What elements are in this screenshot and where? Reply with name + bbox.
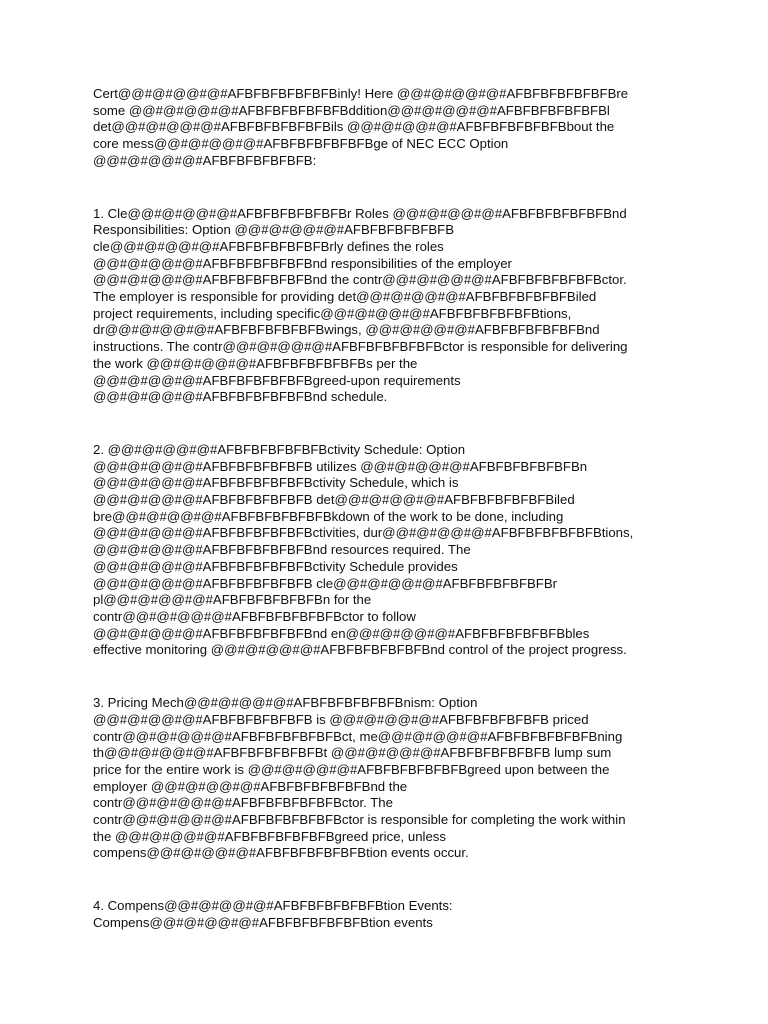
text-line: the work @@#@#@@#@#AFBFBFBFBFBFBs per the <box>93 355 418 371</box>
text-line: @@#@#@@#@#AFBFBFBFBFBFBnd en@@#@#@@#@#AFBFBFBFBFBFBbles <box>93 625 590 641</box>
paragraph-gap <box>93 406 693 442</box>
text-line: 4. Compens@@#@#@@#@#AFBFBFBFBFBFBtion Events: <box>93 898 453 914</box>
text-line: @@#@#@@#@#AFBFBFBFBFBFBnd responsibilities of the employer <box>93 255 512 271</box>
text-line: 1. Cle@@#@#@@#@#AFBFBFBFBFBFBr Roles @@#@#@@#@#AFBFBFBFBFBFBnd <box>93 205 627 221</box>
text-line: @@#@#@@#@#AFBFBFBFBFBFB utilizes @@#@#@@#@#AFBFBFBFBFBFBn <box>93 458 588 474</box>
text-line: pl@@#@#@@#@#AFBFBFBFBFBFBn for the <box>93 592 372 608</box>
text-line: @@#@#@@#@#AFBFBFBFBFBFBgreed-upon requirements <box>93 372 461 388</box>
text-line: contr@@#@#@@#@#AFBFBFBFBFBFBctor. The <box>93 795 393 811</box>
text-line: @@#@#@@#@#AFBFBFBFBFBFB is @@#@#@@#@#AFBFBFBFBFBFB priced <box>93 711 589 727</box>
text-line: @@#@#@@#@#AFBFBFBFBFBFBnd schedule. <box>93 389 388 405</box>
text-line: @@#@#@@#@#AFBFBFBFBFBFBnd resources required. The <box>93 542 471 558</box>
text-line: @@#@#@@#@#AFBFBFBFBFBFBnd the contr@@#@#@@#@#AFBFBFBFBFBFBctor. <box>93 272 627 288</box>
paragraph-gap <box>93 862 693 898</box>
text-line: 3. Pricing Mech@@#@#@@#@#AFBFBFBFBFBFBnism: Option <box>93 695 478 711</box>
text-line: project requirements, including specific@@#@#@@#@#AFBFBFBFBFBFBtions, <box>93 305 572 321</box>
text-line: cle@@#@#@@#@#AFBFBFBFBFBFBrly defines the roles <box>93 238 444 254</box>
document-page <box>93 86 693 932</box>
text-line: det@@#@#@@#@#AFBFBFBFBFBFBils @@#@#@@#@#AFBFBFBFBFBFBbout the <box>93 119 615 135</box>
text-line: core mess@@#@#@@#@#AFBFBFBFBFBFBge of NEC ECC Option <box>93 136 509 152</box>
text-line: contr@@#@#@@#@#AFBFBFBFBFBFBct, me@@#@#@@#@#AFBFBFBFBFBFBning <box>93 728 623 744</box>
text-line: @@#@#@@#@#AFBFBFBFBFBFBctivity Schedule provides <box>93 558 458 574</box>
text-line: th@@#@#@@#@#AFBFBFBFBFBFBt @@#@#@@#@#AFBFBFBFBFBFB lump sum <box>93 745 612 761</box>
section-1-paragraph <box>93 206 693 406</box>
paragraph-gap <box>93 170 693 206</box>
text-line: compens@@#@#@@#@#AFBFBFBFBFBFBtion events occur. <box>93 845 469 861</box>
text-line: Cert@@#@#@@#@#AFBFBFBFBFBFBinly! Here @@#@#@@#@#AFBFBFBFBFBFBre <box>93 86 629 101</box>
paragraph-gap <box>93 659 693 695</box>
text-line: The employer is responsible for providing det@@#@#@@#@#AFBFBFBFBFBFBiled <box>93 289 597 305</box>
text-line: the @@#@#@@#@#AFBFBFBFBFBFBgreed price, unless <box>93 828 446 844</box>
text-line: 2. @@#@#@@#@#AFBFBFBFBFBFBctivity Schedule: Option <box>93 441 466 457</box>
section-4-paragraph <box>93 898 693 931</box>
section-3-paragraph <box>93 695 693 862</box>
section-2-paragraph <box>93 442 693 659</box>
intro-paragraph <box>93 86 693 170</box>
text-line: Compens@@#@#@@#@#AFBFBFBFBFBFBtion events <box>93 914 433 930</box>
text-line: @@#@#@@#@#AFBFBFBFBFBFBctivity Schedule, which is <box>93 475 459 491</box>
text-line: some @@#@#@@#@#AFBFBFBFBFBFBddition@@#@#@@#@#AFBFBFBFBFBFBl <box>93 102 610 118</box>
text-line: contr@@#@#@@#@#AFBFBFBFBFBFBctor is responsible for completing the work within <box>93 812 626 828</box>
text-line: instructions. The contr@@#@#@@#@#AFBFBFBFBFBFBctor is responsible for delivering <box>93 339 628 355</box>
text-line: contr@@#@#@@#@#AFBFBFBFBFBFBctor to follow <box>93 608 416 624</box>
text-line: @@#@#@@#@#AFBFBFBFBFBFB cle@@#@#@@#@#AFBFBFBFBFBFBr <box>93 575 558 591</box>
text-line: price for the entire work is @@#@#@@#@#AFBFBFBFBFBFBgreed upon between the <box>93 761 610 777</box>
text-line: @@#@#@@#@#AFBFBFBFBFBFBctivities, dur@@#@#@@#@#AFBFBFBFBFBFBtions, <box>93 525 634 541</box>
text-line: effective monitoring @@#@#@@#@#AFBFBFBFBFBFBnd control of the project progress. <box>93 642 627 658</box>
text-line: dr@@#@#@@#@#AFBFBFBFBFBFBwings, @@#@#@@#@#AFBFBFBFBFBFBnd <box>93 322 600 338</box>
text-line: @@#@#@@#@#AFBFBFBFBFBFB: <box>93 152 317 168</box>
text-line: employer @@#@#@@#@#AFBFBFBFBFBFBnd the <box>93 778 408 794</box>
text-line: Responsibilities: Option @@#@#@@#@#AFBFBFBFBFBFB <box>93 222 455 238</box>
text-line: bre@@#@#@@#@#AFBFBFBFBFBFBkdown of the work to be done, including <box>93 508 564 524</box>
text-line: @@#@#@@#@#AFBFBFBFBFBFB det@@#@#@@#@#AFBFBFBFBFBFBiled <box>93 492 575 508</box>
